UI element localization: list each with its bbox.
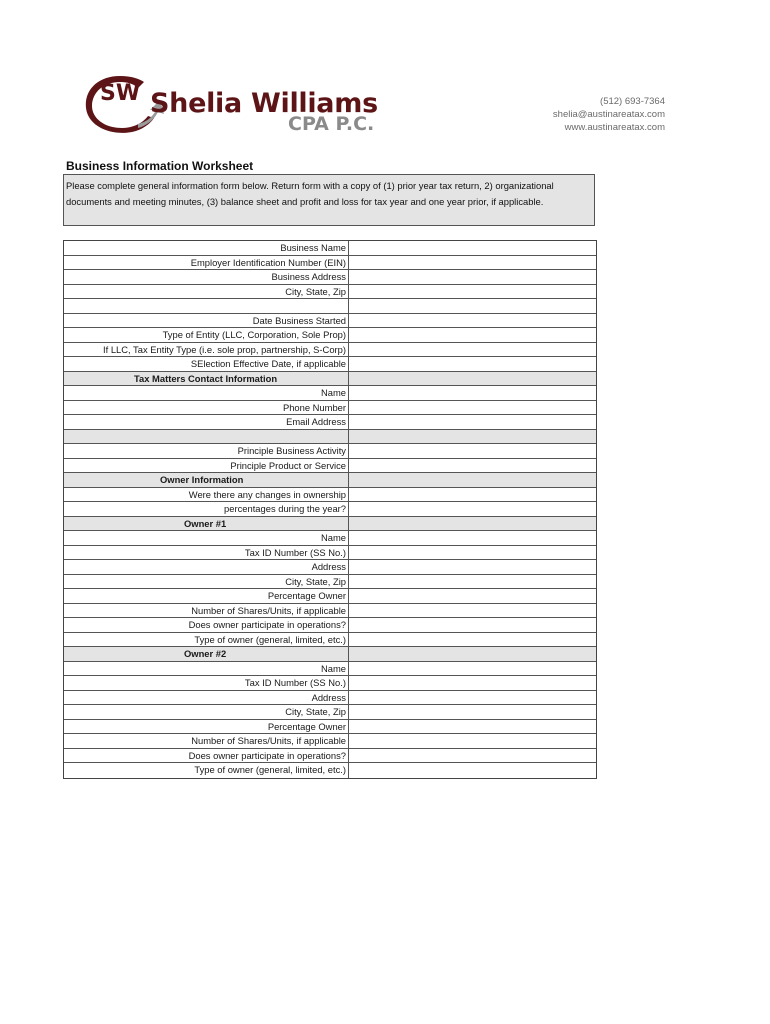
form-row: [64, 430, 596, 445]
section-heading: [64, 517, 349, 531]
section-row: [64, 517, 596, 532]
field-input-does-owner-participate-in-operations[interactable]: [349, 618, 596, 632]
field-input-employer-identification-number-ein[interactable]: [349, 256, 596, 270]
field-label: Does owner participate in operations?: [64, 618, 349, 632]
field-input-principle-business-activity[interactable]: [349, 444, 596, 458]
form-row: [64, 386, 596, 401]
form-row: [64, 488, 596, 503]
field-label: Percentage Owner: [64, 589, 349, 603]
field-label: Were there any changes in ownership: [64, 488, 349, 502]
form-row: [64, 502, 596, 517]
field-label: Type of Entity (LLC, Corporation, Sole Prop): [64, 328, 349, 342]
form-row: [64, 720, 596, 735]
field-input-city-state-zip[interactable]: [349, 575, 596, 589]
field-input-name[interactable]: [349, 386, 596, 400]
form-row: [64, 734, 596, 749]
field-label: City, State, Zip: [64, 285, 349, 299]
form-row: [64, 415, 596, 430]
field-label: Business Name: [64, 241, 349, 255]
information-form: [63, 240, 597, 779]
form-row: [64, 314, 596, 329]
field-input-percentage-owner[interactable]: [349, 589, 596, 603]
field-label: Number of Shares/Units, if applicable: [64, 734, 349, 748]
form-row: [64, 285, 596, 300]
field-label: percentages during the year?: [64, 502, 349, 516]
form-row: [64, 589, 596, 604]
field-input-date-business-started[interactable]: [349, 314, 596, 328]
field-input-type-of-owner-general-limited-etc[interactable]: [349, 763, 596, 778]
field-label: Tax ID Number (SS No.): [64, 546, 349, 560]
field-label: SElection Effective Date, if applicable: [64, 357, 349, 371]
field-input-does-owner-participate-in-operations[interactable]: [349, 749, 596, 763]
field-label: Date Business Started: [64, 314, 349, 328]
field-input-city-state-zip[interactable]: [349, 285, 596, 299]
form-row: [64, 299, 596, 314]
contact-phone: (512) 693-7364: [600, 96, 665, 107]
section-heading-text: Tax Matters Contact Information: [134, 372, 278, 384]
section-row: [64, 372, 596, 387]
section-heading-text: Owner Information: [160, 474, 244, 485]
field-label: Type of owner (general, limited, etc.): [64, 633, 349, 647]
field-input-address[interactable]: [349, 560, 596, 574]
form-row: [64, 604, 596, 619]
field-label: Tax ID Number (SS No.): [64, 676, 349, 690]
contact-website[interactable]: www.austinareatax.com: [564, 122, 665, 133]
form-row: [64, 401, 596, 416]
form-row: [64, 575, 596, 590]
field-input-address[interactable]: [349, 691, 596, 705]
field-label: Email Address: [64, 415, 349, 429]
field-input-number-of-shares-units-if-applicable[interactable]: [349, 604, 596, 618]
field-input-tax-id-number-ss-no[interactable]: [349, 676, 596, 690]
field-label: Business Address: [64, 270, 349, 284]
empty-cell: [349, 430, 596, 444]
empty-cell: [349, 647, 596, 661]
field-label: City, State, Zip: [64, 705, 349, 719]
field-label: Phone Number: [64, 401, 349, 415]
field-label: Address: [64, 560, 349, 574]
field-input-percentage-owner[interactable]: [349, 720, 596, 734]
field-input-city-state-zip[interactable]: [349, 705, 596, 719]
form-row: [64, 328, 596, 343]
form-row: [64, 531, 596, 546]
logo-monogram: SW: [100, 81, 141, 106]
field-label: [64, 299, 349, 313]
field-input-type-of-owner-general-limited-etc[interactable]: [349, 633, 596, 647]
form-row: [64, 459, 596, 474]
field-label: Name: [64, 662, 349, 676]
form-row: [64, 241, 596, 256]
field-label: If LLC, Tax Entity Type (i.e. sole prop, partnership, S-Corp): [64, 343, 349, 357]
section-row: [64, 473, 596, 488]
empty-cell: [349, 517, 596, 531]
form-row: [64, 749, 596, 764]
instructions-box: Please complete general information form below. Return form with a copy of (1) prior year tax return, 2) organizational documents and meeting minutes, (3) balance sheet and profit and loss for tax year and one year prior, if applicable.: [63, 174, 595, 226]
form-row: [64, 691, 596, 706]
field-label: Type of owner (general, limited, etc.): [64, 763, 349, 778]
field-label: Employer Identification Number (EIN): [64, 256, 349, 270]
form-row: [64, 546, 596, 561]
field-input-selection-effective-date-if-applicable[interactable]: [349, 357, 596, 371]
field-label: Address: [64, 691, 349, 705]
field-label: [64, 430, 349, 444]
form-row: [64, 270, 596, 285]
form-row: [64, 763, 596, 778]
field-input-if-llc-tax-entity-type-i-e-sole-prop-partnership-s-corp[interactable]: [349, 343, 596, 357]
worksheet-title: Business Information Worksheet: [66, 159, 254, 173]
field-label: City, State, Zip: [64, 575, 349, 589]
field-input-email-address[interactable]: [349, 415, 596, 429]
form-row: [64, 618, 596, 633]
form-row: [64, 256, 596, 271]
form-row: [64, 343, 596, 358]
field-input-phone-number[interactable]: [349, 401, 596, 415]
form-row: [64, 676, 596, 691]
field-label: Principle Product or Service: [64, 459, 349, 473]
contact-block: [553, 95, 665, 134]
field-input-business-address[interactable]: [349, 270, 596, 284]
field-label: Number of Shares/Units, if applicable: [64, 604, 349, 618]
section-heading-text: Owner #2: [184, 648, 227, 659]
section-heading: [64, 473, 349, 487]
field-input-percentages-during-the-year[interactable]: [349, 502, 596, 516]
form-row: [64, 662, 596, 677]
empty-cell: [349, 473, 596, 487]
empty-cell: [349, 299, 596, 313]
field-label: Name: [64, 531, 349, 545]
section-heading-text: Owner #1: [184, 517, 227, 529]
company-suffix: CPA P.C.: [288, 113, 375, 135]
form-row: [64, 357, 596, 372]
field-label: Principle Business Activity: [64, 444, 349, 458]
field-input-business-name[interactable]: [349, 241, 596, 255]
empty-cell: [349, 372, 596, 386]
field-input-principle-product-or-service[interactable]: [349, 459, 596, 473]
field-label: Name: [64, 386, 349, 400]
form-row: [64, 705, 596, 720]
company-name: Shelia Williams: [150, 88, 378, 119]
section-heading: [64, 647, 349, 661]
field-input-name[interactable]: [349, 531, 596, 545]
field-input-tax-id-number-ss-no[interactable]: [349, 546, 596, 560]
form-row: [64, 633, 596, 648]
section-heading: [64, 372, 349, 386]
field-input-type-of-entity-llc-corporation-sole-prop[interactable]: [349, 328, 596, 342]
field-input-were-there-any-changes-in-ownership[interactable]: [349, 488, 596, 502]
field-input-number-of-shares-units-if-applicable[interactable]: [349, 734, 596, 748]
field-label: Does owner participate in operations?: [64, 749, 349, 763]
contact-email[interactable]: shelia@austinareatax.com: [552, 109, 665, 120]
section-row: [64, 647, 596, 662]
field-input-name[interactable]: [349, 662, 596, 676]
form-row: [64, 444, 596, 459]
form-row: [64, 560, 596, 575]
field-label: Percentage Owner: [64, 720, 349, 734]
